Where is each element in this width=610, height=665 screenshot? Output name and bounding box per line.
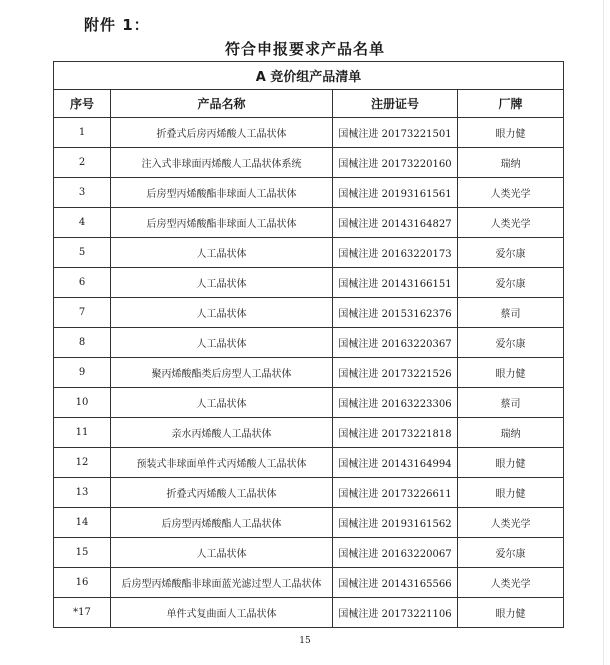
group-title: A 竞价组产品清单 [54, 62, 564, 90]
cell-brand: 瑞纳 [458, 148, 564, 178]
cell-index: 3 [54, 178, 111, 208]
table-row [54, 568, 564, 598]
cell-brand: 眼力健 [458, 598, 564, 628]
header-product-name: 产品名称 [111, 90, 333, 118]
table-body [54, 118, 564, 628]
product-table [53, 61, 564, 628]
table-row [54, 448, 564, 478]
cell-brand: 人类光学 [458, 208, 564, 238]
cell-product-name: 注入式非球面丙烯酸人工晶状体系统 [111, 148, 333, 178]
cell-brand: 瑞纳 [458, 418, 564, 448]
document-title: 符合申报要求产品名单 [224, 40, 385, 58]
table-row [54, 268, 564, 298]
table-row [54, 148, 564, 178]
cell-registration-no: 国械注进 20173220160 [333, 148, 458, 178]
cell-product-name: 后房型丙烯酸酯非球面蓝光滤过型人工晶状体 [111, 568, 333, 598]
table-row [54, 298, 564, 328]
cell-registration-no: 国械注进 20163223306 [333, 388, 458, 418]
cell-product-name: 人工晶状体 [111, 268, 333, 298]
cell-product-name: 后房型丙烯酸酯非球面人工晶状体 [111, 208, 333, 238]
cell-brand: 爱尔康 [458, 328, 564, 358]
cell-brand: 眼力健 [458, 358, 564, 388]
cell-registration-no: 国械注进 20193161561 [333, 178, 458, 208]
cell-index: 14 [54, 508, 111, 538]
cell-registration-no: 国械注进 20143166151 [333, 268, 458, 298]
cell-brand: 爱尔康 [458, 238, 564, 268]
cell-product-name: 人工晶状体 [111, 298, 333, 328]
cell-product-name: 人工晶状体 [111, 238, 333, 268]
cell-index: 12 [54, 448, 111, 478]
cell-index: *17 [54, 598, 111, 628]
cell-registration-no: 国械注进 20143164994 [333, 448, 458, 478]
table-row [54, 418, 564, 448]
cell-registration-no: 国械注进 20163220067 [333, 538, 458, 568]
table-row [54, 478, 564, 508]
cell-index: 4 [54, 208, 111, 238]
cell-brand: 爱尔康 [458, 538, 564, 568]
table-row [54, 598, 564, 628]
cell-index: 11 [54, 418, 111, 448]
annex-label: 附件 1： [84, 16, 150, 34]
cell-registration-no: 国械注进 20143165566 [333, 568, 458, 598]
cell-product-name: 人工晶状体 [111, 538, 333, 568]
cell-product-name: 人工晶状体 [111, 328, 333, 358]
cell-product-name: 亲水丙烯酸人工晶状体 [111, 418, 333, 448]
cell-brand: 眼力健 [458, 448, 564, 478]
cell-brand: 眼力健 [458, 478, 564, 508]
cell-brand: 人类光学 [458, 568, 564, 598]
cell-brand: 爱尔康 [458, 268, 564, 298]
header-registration-no: 注册证号 [333, 90, 458, 118]
cell-index: 13 [54, 478, 111, 508]
header-index: 序号 [54, 90, 111, 118]
cell-index: 8 [54, 328, 111, 358]
header-brand: 厂牌 [458, 90, 564, 118]
table-row [54, 238, 564, 268]
cell-registration-no: 国械注进 20163220367 [333, 328, 458, 358]
cell-product-name: 聚丙烯酸酯类后房型人工晶状体 [111, 358, 333, 388]
cell-product-name: 人工晶状体 [111, 388, 333, 418]
table-row [54, 388, 564, 418]
cell-registration-no: 国械注进 20173221501 [333, 118, 458, 148]
group-title-row [54, 62, 564, 90]
header-row [54, 90, 564, 118]
table-row [54, 178, 564, 208]
cell-brand: 眼力健 [458, 118, 564, 148]
cell-index: 7 [54, 298, 111, 328]
cell-index: 6 [54, 268, 111, 298]
cell-index: 1 [54, 118, 111, 148]
page-number: 15 [299, 636, 311, 646]
cell-brand: 蔡司 [458, 298, 564, 328]
table-row [54, 208, 564, 238]
table-row [54, 538, 564, 568]
cell-registration-no: 国械注进 20153162376 [333, 298, 458, 328]
page-edge-line [603, 0, 604, 665]
cell-index: 10 [54, 388, 111, 418]
table-row [54, 328, 564, 358]
cell-registration-no: 国械注进 20173221106 [333, 598, 458, 628]
cell-product-name: 单件式复曲面人工晶状体 [111, 598, 333, 628]
cell-product-name: 后房型丙烯酸酯非球面人工晶状体 [111, 178, 333, 208]
cell-product-name: 折叠式后房丙烯酸人工晶状体 [111, 118, 333, 148]
cell-registration-no: 国械注进 20173221818 [333, 418, 458, 448]
cell-registration-no: 国械注进 20163220173 [333, 238, 458, 268]
cell-index: 5 [54, 238, 111, 268]
cell-product-name: 后房型丙烯酸酯人工晶状体 [111, 508, 333, 538]
cell-index: 2 [54, 148, 111, 178]
cell-index: 16 [54, 568, 111, 598]
cell-product-name: 折叠式丙烯酸人工晶状体 [111, 478, 333, 508]
cell-product-name: 预装式非球面单件式丙烯酸人工晶状体 [111, 448, 333, 478]
cell-brand: 蔡司 [458, 388, 564, 418]
table-row [54, 508, 564, 538]
cell-registration-no: 国械注进 20173226611 [333, 478, 458, 508]
cell-index: 9 [54, 358, 111, 388]
cell-registration-no: 国械注进 20173221526 [333, 358, 458, 388]
cell-brand: 人类光学 [458, 508, 564, 538]
cell-registration-no: 国械注进 20193161562 [333, 508, 458, 538]
cell-brand: 人类光学 [458, 178, 564, 208]
cell-registration-no: 国械注进 20143164827 [333, 208, 458, 238]
table-row [54, 358, 564, 388]
cell-index: 15 [54, 538, 111, 568]
table-row [54, 118, 564, 148]
